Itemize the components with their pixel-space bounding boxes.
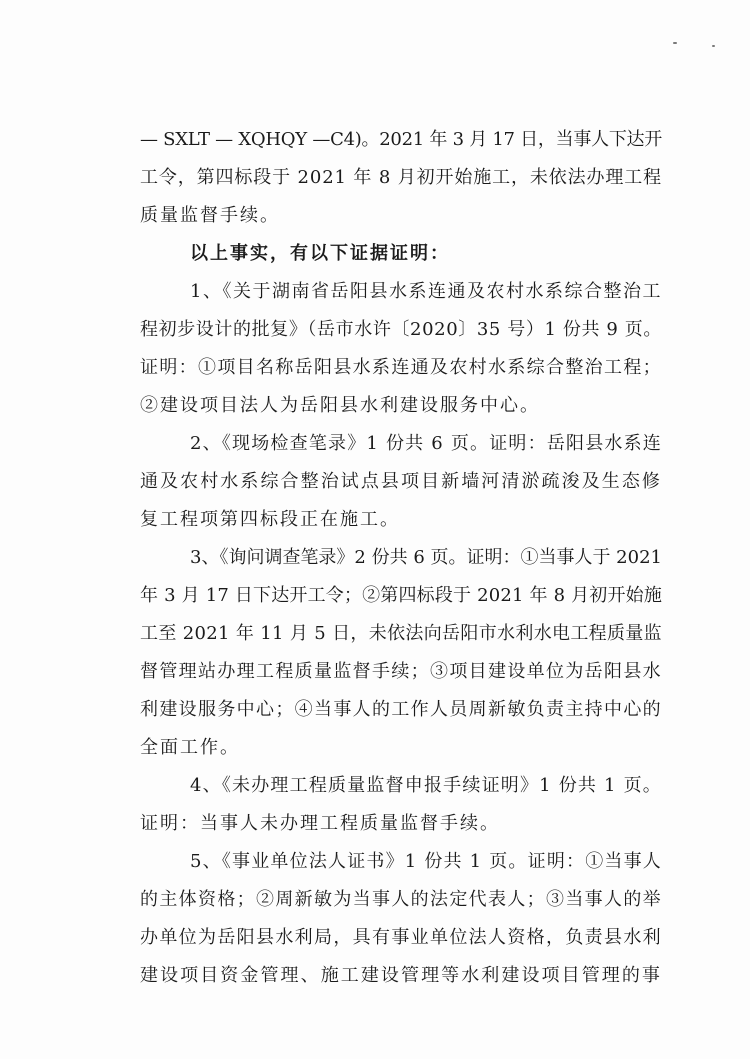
text-line: 的主体资格；②周新敏为当事人的法定代表人；③当事人的举	[140, 889, 662, 910]
text-line: 全面工作。	[140, 737, 240, 758]
text-line: 工至 2021 年 11 月 5 日，未依法向岳阳市水利水电工程质量监	[140, 623, 662, 644]
text-line: 工令，第四标段于 2021 年 8 月初开始施工，未依法办理工程	[140, 167, 662, 188]
scan-speck	[712, 45, 715, 47]
text-line: — SXLT — XQHQY —C4)。2021 年 3 月 17 日，当事人下达开	[140, 129, 662, 150]
text-line: 利建设服务中心；④当事人的工作人员周新敏负责主持中心的	[140, 699, 662, 720]
text-line: 办单位为岳阳县水利局，具有事业单位法人资格，负责县水利	[140, 927, 662, 948]
scan-speck	[673, 42, 677, 44]
text-line: 2、《现场检查笔录》1 份共 6 页。证明：岳阳县水系连	[190, 433, 662, 454]
text-line: 通及农村水系综合整治试点县项目新墙河清淤疏浚及生态修	[140, 471, 662, 492]
section-heading: 以上事实，有以下证据证明：	[190, 243, 450, 264]
text-line: 证明：当事人未办理工程质量监督手续。	[140, 813, 500, 834]
text-line: 建设项目资金管理、施工建设管理等水利建设项目管理的事	[140, 965, 662, 986]
text-line: 质量监督手续。	[140, 205, 280, 226]
text-line: 5、《事业单位法人证书》1 份共 1 页。证明：①当事人	[190, 851, 662, 872]
text-line: 程初步设计的批复》（岳市水许〔2020〕35 号）1 份共 9 页。	[140, 319, 662, 340]
text-line: 3、《询问调查笔录》2 份共 6 页。证明：①当事人于 2021	[190, 547, 662, 568]
text-line: 督管理站办理工程质量监督手续；③项目建设单位为岳阳县水	[140, 661, 662, 682]
text-line: 复工程项第四标段正在施工。	[140, 509, 400, 530]
text-line: 4、《未办理工程质量监督申报手续证明》1 份共 1 页。	[190, 775, 662, 796]
text-line: 年 3 月 17 日下达开工令；②第四标段于 2021 年 8 月初开始施	[140, 585, 662, 606]
text-line: ②建设项目法人为岳阳县水利建设服务中心。	[140, 395, 540, 416]
text-line: 证明：①项目名称岳阳县水系连通及农村水系综合整治工程；	[140, 357, 662, 378]
text-line: 1、《关于湖南省岳阳县水系连通及农村水系综合整治工	[190, 281, 662, 302]
